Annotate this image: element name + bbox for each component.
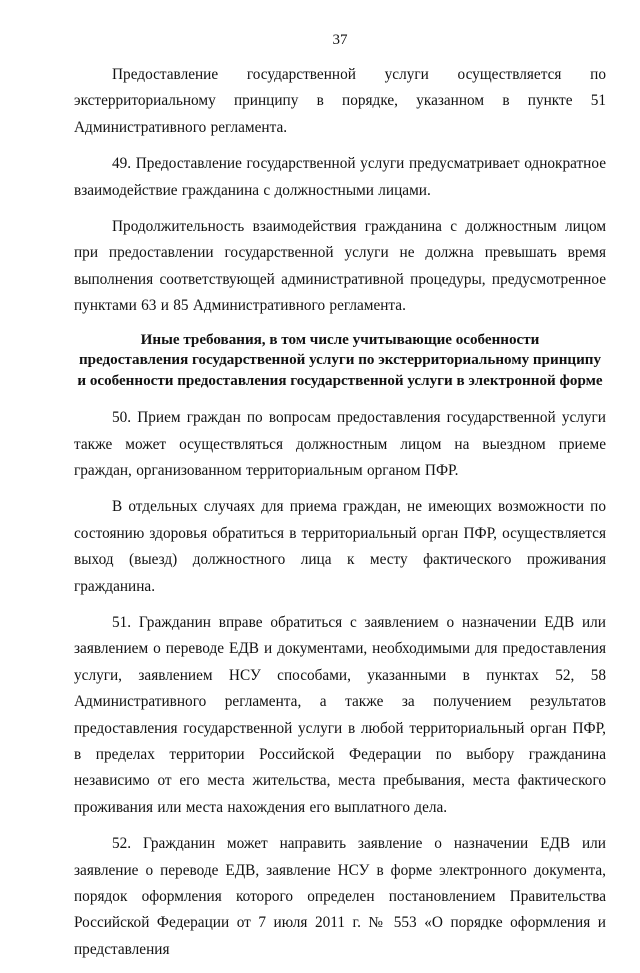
paragraph-49: 49. Предоставление государственной услуги предусматривает однократное взаимодействие гражданина с должностными лицами. bbox=[74, 155, 606, 199]
paragraph-49-duration: Продолжительность взаимодействия гражданина с должностным лицом при предоставлении государственной услуги не должна превышать время выполнения соответствующей административной процедуры, предусмотренное пунктами 63 и 85 Административного регламента. bbox=[74, 218, 606, 315]
paragraph-51: 51. Гражданин вправе обратиться с заявлением о назначении ЕДВ или заявлением о переводе ЕДВ и документами, необходимыми для предоставления услуги, заявлением НСУ способами, указанными в пунктах 52, 58 Административного регламента, а также за получением результатов предоставления государственной услуги в любой территориальный орган ПФР, в пределах территории Российской Федерации по выбору гражданина независимо от его места жительства, места пребывания, места фактического проживания или места нахождения его выплатного дела. bbox=[74, 614, 606, 816]
section-heading bbox=[74, 330, 606, 392]
section-heading-line: Иные требования, в том числе учитывающие особенности bbox=[140, 331, 540, 348]
paragraph-48-continuation: Предоставление государственной услуги осуществляется по экстерриториальному принципу в порядке, указанном в пункте 51 Административного регламента. bbox=[74, 66, 606, 136]
paragraph-50-special-cases: В отдельных случаях для приема граждан, не имеющих возможности по состоянию здоровья обратиться в территориальный орган ПФР, осуществляется выход (выезд) должностного лица к месту фактического проживания гражданина. bbox=[74, 498, 606, 595]
paragraph-52: 52. Гражданин может направить заявление о назначении ЕДВ или заявление о переводе ЕДВ, заявление НСУ в форме электронного документа, порядок оформления которого определен постановлением Правительства Российской Федерации от 7 июля 2011 г. № 553 «О порядке оформления и представления bbox=[74, 835, 606, 958]
paragraph-50: 50. Прием граждан по вопросам предоставления государственной услуги также может осуществляться должностным лицом на выездном приеме граждан, организованном территориальным органом ПФР. bbox=[74, 409, 606, 479]
section-heading-line: предоставления государственной услуги по экстерриториальному принципу bbox=[78, 352, 602, 369]
page-number: 37 bbox=[332, 32, 348, 48]
section-heading-line: и особенности предоставления государственной услуги в электронной форме bbox=[77, 372, 603, 389]
document-page bbox=[74, 30, 606, 973]
